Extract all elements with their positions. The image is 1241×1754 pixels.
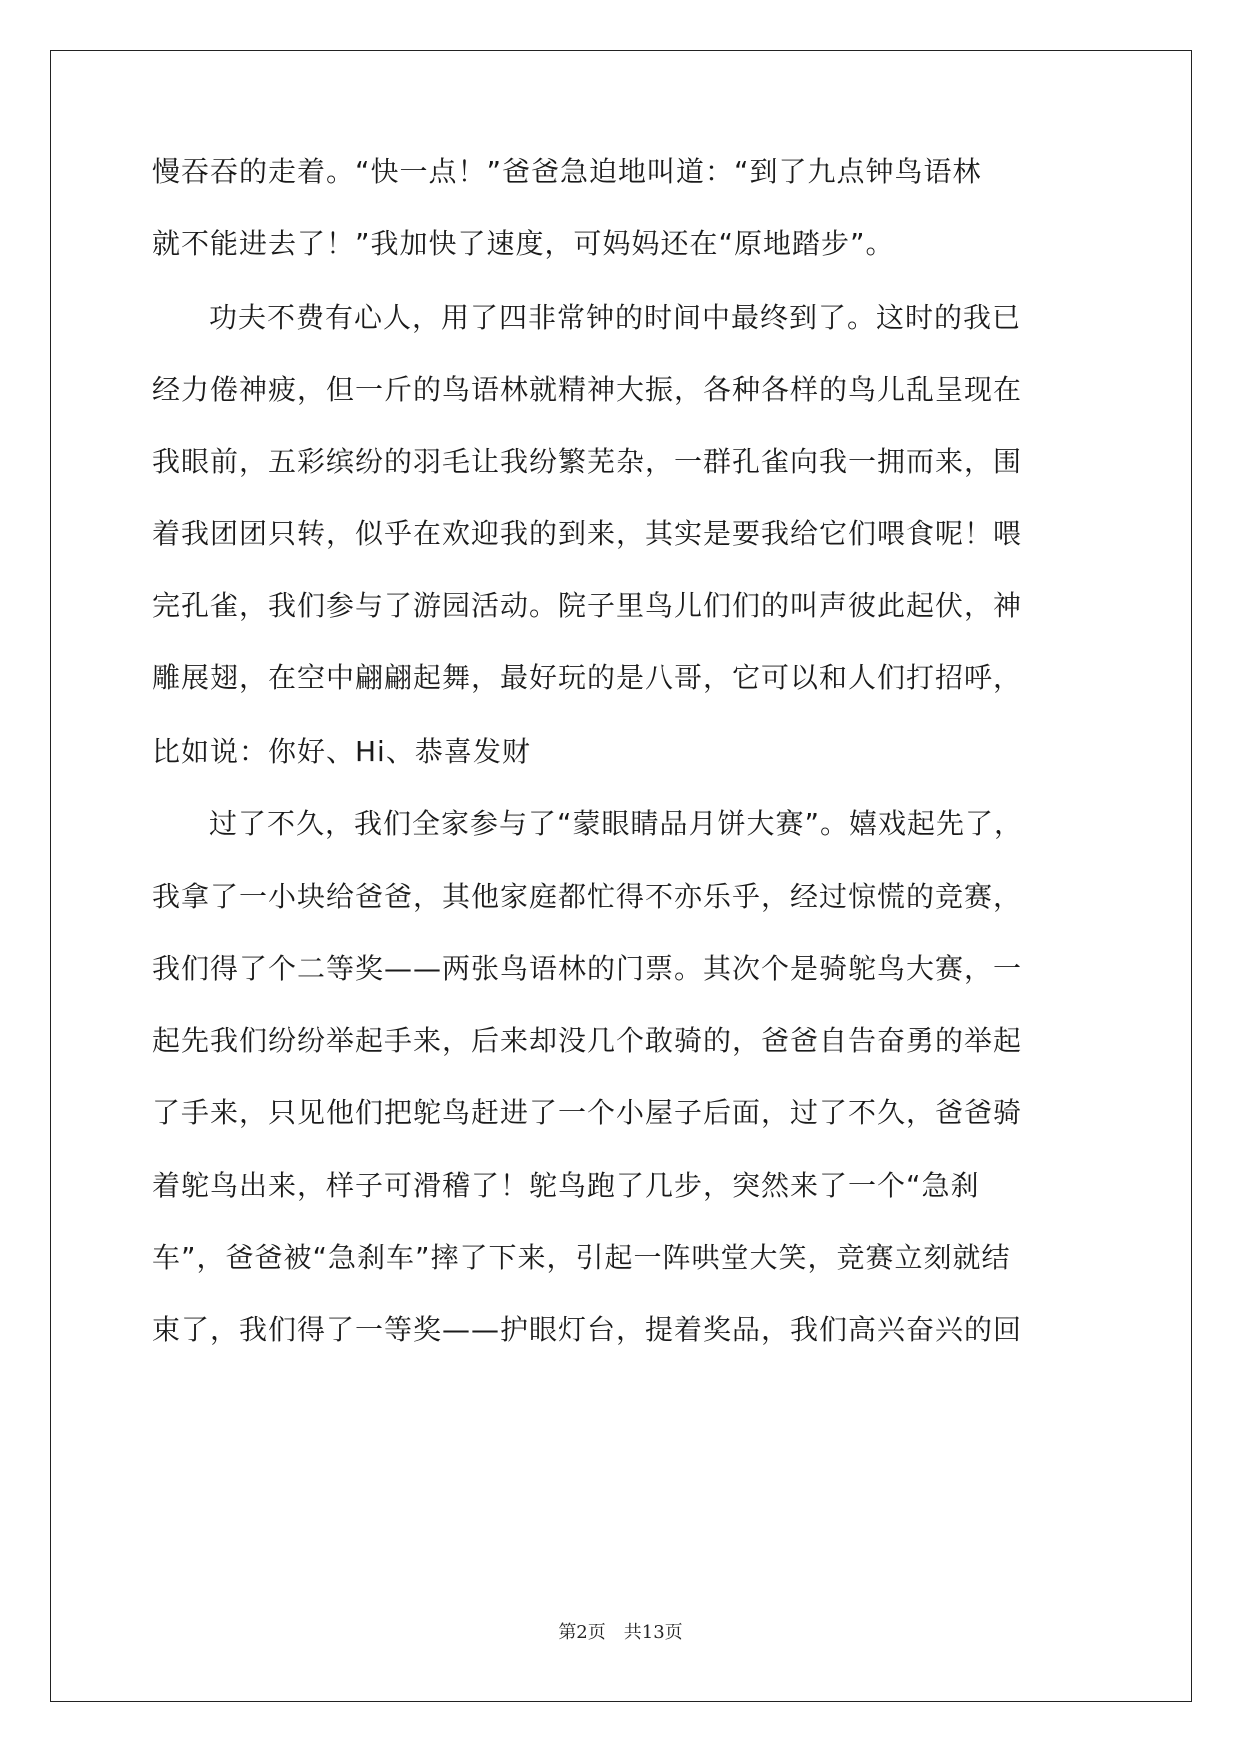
text-line: 完孔雀，我们参与了游园活动。院子里鸟儿们们的叫声彼此起伏，神 — [152, 589, 1023, 622]
text-line: 经力倦神疲，但一斤的鸟语林就精神大振，各种各样的鸟儿乱呈现在 — [152, 373, 1023, 406]
text-line: 着我团团只转，似乎在欢迎我的到来，其实是要我给它们喂食呢！喂 — [152, 517, 1023, 550]
text-line: 我们得了个二等奖——两张鸟语林的门票。其次个是骑鸵鸟大赛，一 — [152, 952, 1023, 985]
total-pages: 共13页 — [623, 1622, 683, 1643]
text-line: 比如说：你好、Hi、恭喜发财 — [152, 735, 531, 768]
paragraph-start-line: 功夫不费有心人，用了四非常钟的时间中最终到了。这时的我已 — [209, 301, 1022, 334]
text-line: 雕展翅，在空中翩翩起舞，最好玩的是八哥，它可以和人们打招呼， — [152, 661, 1023, 694]
page-number: 第2页 — [558, 1622, 606, 1643]
page-footer — [0, 1618, 1241, 1644]
text-line: 束了，我们得了一等奖——护眼灯台，提着奖品，我们高兴奋兴的回 — [152, 1313, 1023, 1346]
text-line: 我拿了一小块给爸爸，其他家庭都忙得不亦乐乎，经过惊慌的竞赛， — [152, 880, 1023, 913]
text-line: 了手来，只见他们把鸵鸟赶进了一个小屋子后面，过了不久，爸爸骑 — [152, 1096, 1023, 1129]
paragraph-start-line: 过了不久，我们全家参与了“蒙眼睛品月饼大赛”。嬉戏起先了， — [209, 807, 1024, 840]
text-line: 车”，爸爸被“急刹车”摔了下来，引起一阵哄堂大笑，竞赛立刻就结 — [152, 1241, 1011, 1274]
text-line: 起先我们纷纷举起手来，后来却没几个敢骑的，爸爸自告奋勇的举起 — [152, 1024, 1023, 1057]
text-line: 就不能进去了！”我加快了速度，可妈妈还在“原地踏步”。 — [152, 227, 895, 260]
text-line: 我眼前，五彩缤纷的羽毛让我纷繁芜杂，一群孔雀向我一拥而来，围 — [152, 445, 1023, 478]
text-line: 着鸵鸟出来，样子可滑稽了！鸵鸟跑了几步，突然来了一个“急刹 — [152, 1169, 980, 1202]
text-line: 慢吞吞的走着。“快一点！”爸爸急迫地叫道：“到了九点钟鸟语林 — [152, 155, 982, 188]
